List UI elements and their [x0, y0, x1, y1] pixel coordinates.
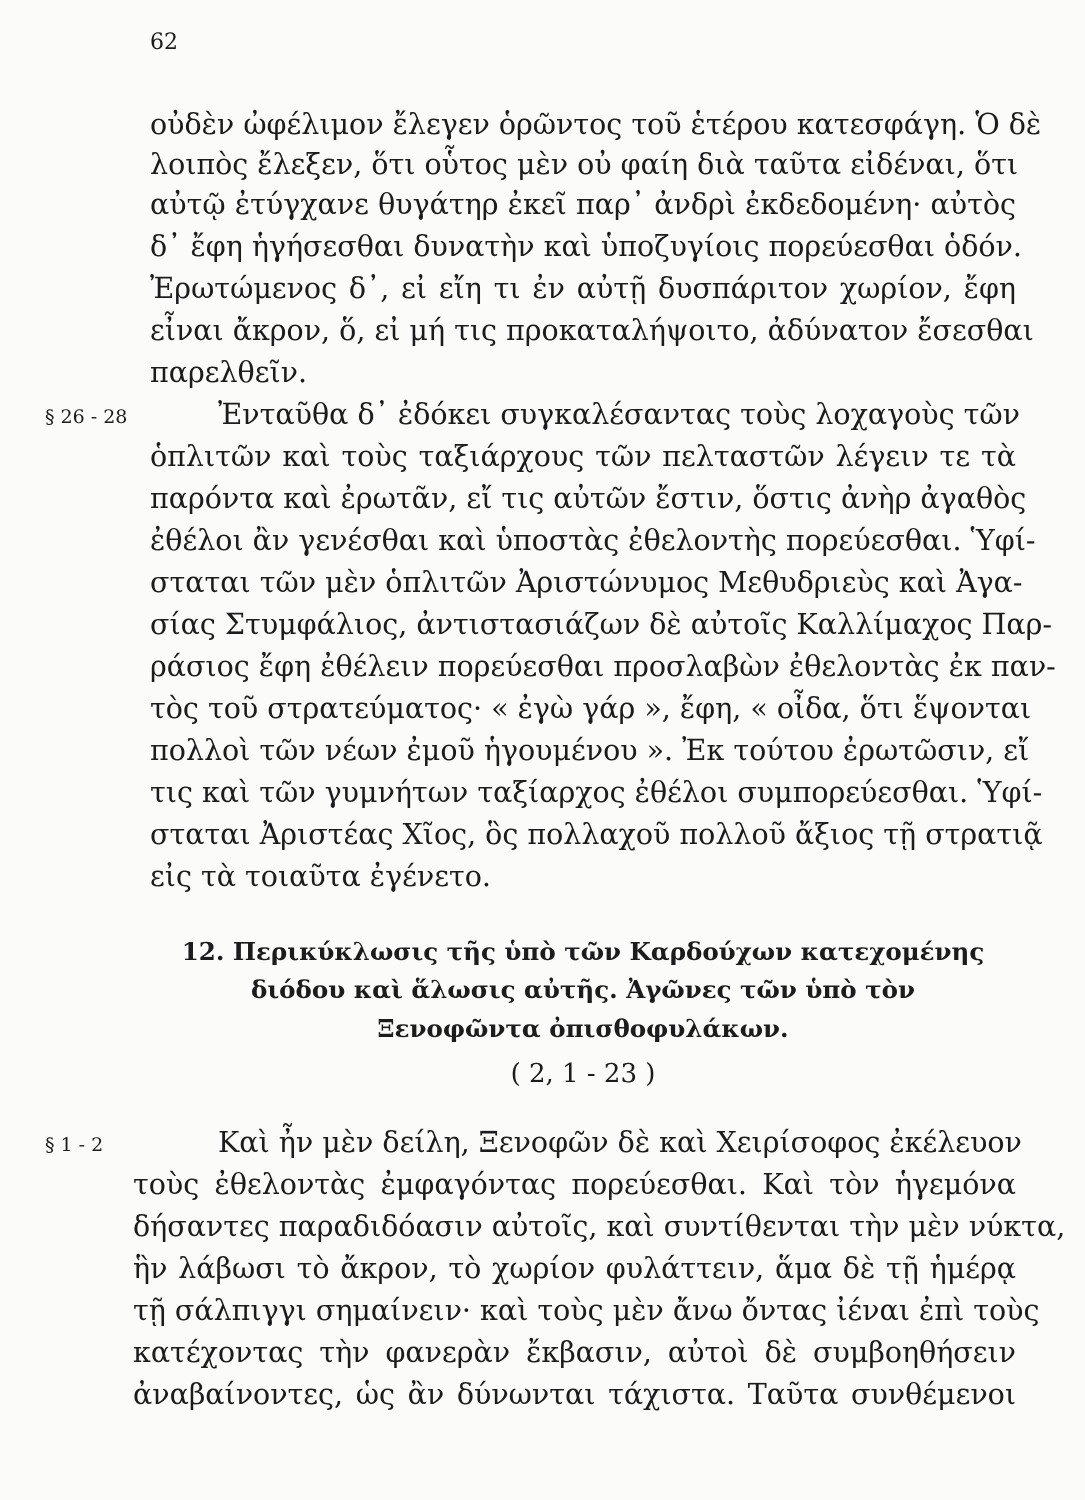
text-line: εἰς τὰ τοιαῦτα ἐγένετο.	[150, 860, 491, 893]
margin-section-note: § 26 - 28	[45, 406, 128, 428]
text-line: δ᾽ ἔφη ἡγήσεσθαι δυνατὴν καὶ ὑποζυγίοις πορεύεσθαι ὁδόν.	[150, 230, 1022, 263]
text-line: Καὶ ἦν μὲν δείλη, Ξενοφῶν δὲ καὶ Χειρίσοφος ἐκέλευον	[218, 1126, 1022, 1159]
text-line: ἣν λάβωσι τὸ ἄκρον, τὸ χωρίον φυλάττειν, ἅμα δὲ τῇ ἡμέρᾳ	[133, 1252, 1016, 1285]
text-line: σταται Ἀριστέας Χῖος, ὃς πολλαχοῦ πολλοῦ ἄξιος τῇ στρατιᾷ	[150, 818, 1043, 851]
text-line: παρελθεῖν.	[150, 356, 308, 389]
text-line: αὐτῷ ἐτύγχανε θυγάτηρ ἐκεῖ παρ᾽ ἀνδρὶ ἐκδεδομένη· αὐτὸς	[150, 188, 1016, 221]
text-line: οὐδὲν ὠφέλιμον ἔλεγεν ὁρῶντος τοῦ ἑτέρου κατεσφάγη. Ὁ δὲ	[150, 108, 1042, 141]
text-line: τῇ σάλπιγγι σημαίνειν· καὶ τοὺς μὲν ἄνω ὄντας ἰέναι ἐπὶ τοὺς	[133, 1294, 1040, 1327]
text-line: τοὺς ἐθελοντὰς ἐμφαγόντας πορεύεσθαι. Καὶ τὸν ἡγεμόνα	[133, 1168, 1016, 1201]
section-heading-line: διόδου καὶ ἅλωσις αὐτῆς. Ἀγῶνες τῶν ὑπὸ τὸν	[250, 975, 916, 1004]
text-line: σταται τῶν μὲν ὁπλιτῶν Ἀριστώνυμος Μεθυδριεὺς καὶ Ἀγα-	[150, 566, 1023, 599]
text-line: τὸς τοῦ στρατεύματος· « ἐγὼ γάρ », ἔφη, « οἶδα, ὅτι ἕψονται	[150, 692, 1032, 725]
text-line: δήσαντες παραδιδόασιν αὐτοῖς, καὶ συντίθενται τὴν μὲν νύκτα,	[133, 1210, 1066, 1243]
text-line: παρόντα καὶ ἐρωτᾶν, εἴ τις αὐτῶν ἔστιν, ὅστις ἀνὴρ ἀγαθὸς	[150, 482, 1027, 515]
text-line: πολλοὶ τῶν νέων ἐμοῦ ἡγουμένου ». Ἐκ τούτου ἐρωτῶσιν, εἴ	[150, 734, 1030, 767]
text-line: ἀναβαίνοντες, ὡς ἂν δύνωνται τάχιστα. Ταῦτα συνθέμενοι	[133, 1378, 1016, 1411]
text-line: ράσιος ἔφη ἐθέλειν πορεύεσθαι προσλαβὼν ἐθελοντὰς ἐκ παν-	[150, 650, 1056, 683]
text-line: τις καὶ τῶν γυμνήτων ταξίαρχος ἐθέλοι συμπορεύεσθαι. Ὑφί-	[150, 776, 1043, 809]
section-heading-line: Ξενοφῶντα ὀπισθοφυλάκων.	[377, 1014, 789, 1043]
text-line: ὁπλιτῶν καὶ τοὺς ταξιάρχους τῶν πελταστῶν λέγειν τε τὰ	[150, 440, 1016, 473]
text-line: Ἐνταῦθα δ᾽ ἐδόκει συγκαλέσαντας τοὺς λοχαγοὺς τῶν	[218, 398, 1020, 431]
section-reference: ( 2, 1 - 23 )	[510, 1059, 656, 1089]
text-line: ἐθέλοι ἂν γενέσθαι καὶ ὑποστὰς ἐθελοντὴς πορεύεσθαι. Ὑφί-	[150, 524, 1036, 557]
text-line: Ἐρωτώμενος δ᾽, εἰ εἴη τι ἐν αὐτῇ δυσπάριτον χωρίον, ἔφη	[150, 272, 1016, 305]
section-heading-line: 12. Περικύκλωσις τῆς ὑπὸ τῶν Καρδούχων κατεχομένης	[181, 937, 985, 966]
text-line: σίας Στυμφάλιος, ἀντιστασιάζων δὲ αὐτοῖς Καλλίμαχος Παρ-	[150, 608, 1053, 641]
text-line: εἶναι ἄκρον, ὅ, εἰ μή τις προκαταλήψοιτο, ἀδύνατον ἔσεσθαι	[150, 314, 1034, 347]
page-number: 62	[150, 30, 178, 55]
text-line: κατέχοντας τὴν φανερὰν ἔκβασιν, αὐτοὶ δὲ συμβοηθήσειν	[133, 1336, 1016, 1369]
margin-section-note: § 1 - 2	[45, 1134, 104, 1156]
text-line: λοιπὸς ἔλεξεν, ὅτι οὗτος μὲν οὐ φαίη διὰ ταῦτα εἰδέναι, ὅτι	[150, 148, 1019, 181]
